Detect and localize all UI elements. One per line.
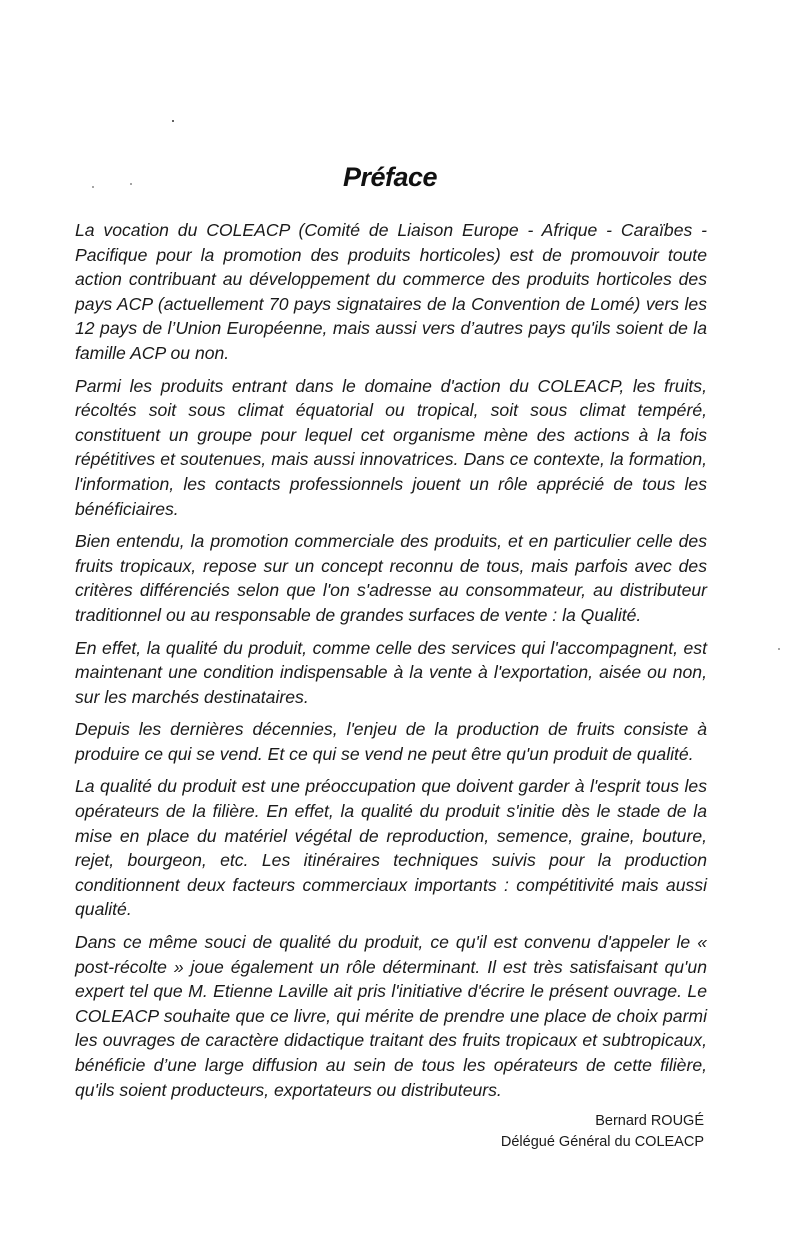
scan-speck [778, 648, 780, 650]
paragraph: Parmi les produits entrant dans le domaine d'action du COLEACP, les fruits, récoltés soit sous climat équatorial ou tropical, soit sous climat tempéré, constituent un groupe pour lequel cet organisme mène des actions à la fois répétitives et soutenues, mais aussi innovatrices. Dans ce contexte, la formation, l'information, les contacts professionnels jouent un rôle apprécié de tous les bénéficiaires. [75, 375, 707, 519]
scan-speck [172, 120, 174, 122]
paragraph: Depuis les dernières décennies, l'enjeu de la production de fruits consiste à produire ce qui se vend. Et ce qui se vend ne peut être qu'un produit de qualité. [75, 719, 707, 764]
signature-role: Délégué Général du COLEACP [500, 1134, 704, 1150]
paragraph: En effet, la qualité du produit, comme celle des services qui l'accompagnent, est maintenant une condition indispensable à la vente à l'exportation, aisée ou non, sur les marchés destinataires. [75, 637, 707, 707]
paragraph: Bien entendu, la promotion commerciale des produits, et en particulier celle des fruits tropicaux, repose sur un concept reconnu de tous, mais parfois avec des critères différenciés selon que l'on s'adresse au consommateur, au distributeur traditionnel ou au responsable de grandes surfaces de vente : la Qualité. [75, 531, 707, 625]
signature-name: Bernard ROUGÉ [595, 1113, 704, 1129]
preface-body [75, 218, 707, 1110]
paragraph: La vocation du COLEACP (Comité de Liaison Europe - Afrique - Caraïbes - Pacifique pour la promotion des produits horticoles) est de promouvoir toute action contribuant au développement du commerce des produits horticoles des pays ACP (actuellement 70 pays signataires de la Convention de Lomé) vers les 12 pays de l’Union Européenne, mais aussi vers d’autres pays qu'ils soient de la famille ACP ou non. [75, 220, 707, 363]
paragraph: La qualité du produit est une préoccupation que doivent garder à l'esprit tous les opérateurs de la filière. En effet, la qualité du produit s'initie dès le stade de la mise en place du matériel végétal de reproduction, semence, graine, bouture, rejet, bourgeon, etc. Les itinéraires techniques suivis pour la production conditionnent deux facteurs commerciaux importants : compétitivité mais aussi qualité. [75, 776, 707, 920]
page-title: Préface [342, 162, 438, 193]
paragraph: Dans ce même souci de qualité du produit, ce qu'il est convenu d'appeler le « post-récolte » joue également un rôle déterminant. Il est très satisfaisant qu'un expert tel que M. Etienne Laville ait pris l'initiative d'écrire le présent ouvrage. Le COLEACP souhaite que ce livre, qui mérite de prendre une place de choix parmi les ouvrages de caractère didactique traitant des fruits tropicaux et subtropicaux, bénéficie d’une large diffusion au sein de tous les opérateurs de cette filière, qu'ils soient producteurs, exportateurs ou distributeurs. [75, 932, 707, 1100]
signature-block [501, 1111, 704, 1153]
